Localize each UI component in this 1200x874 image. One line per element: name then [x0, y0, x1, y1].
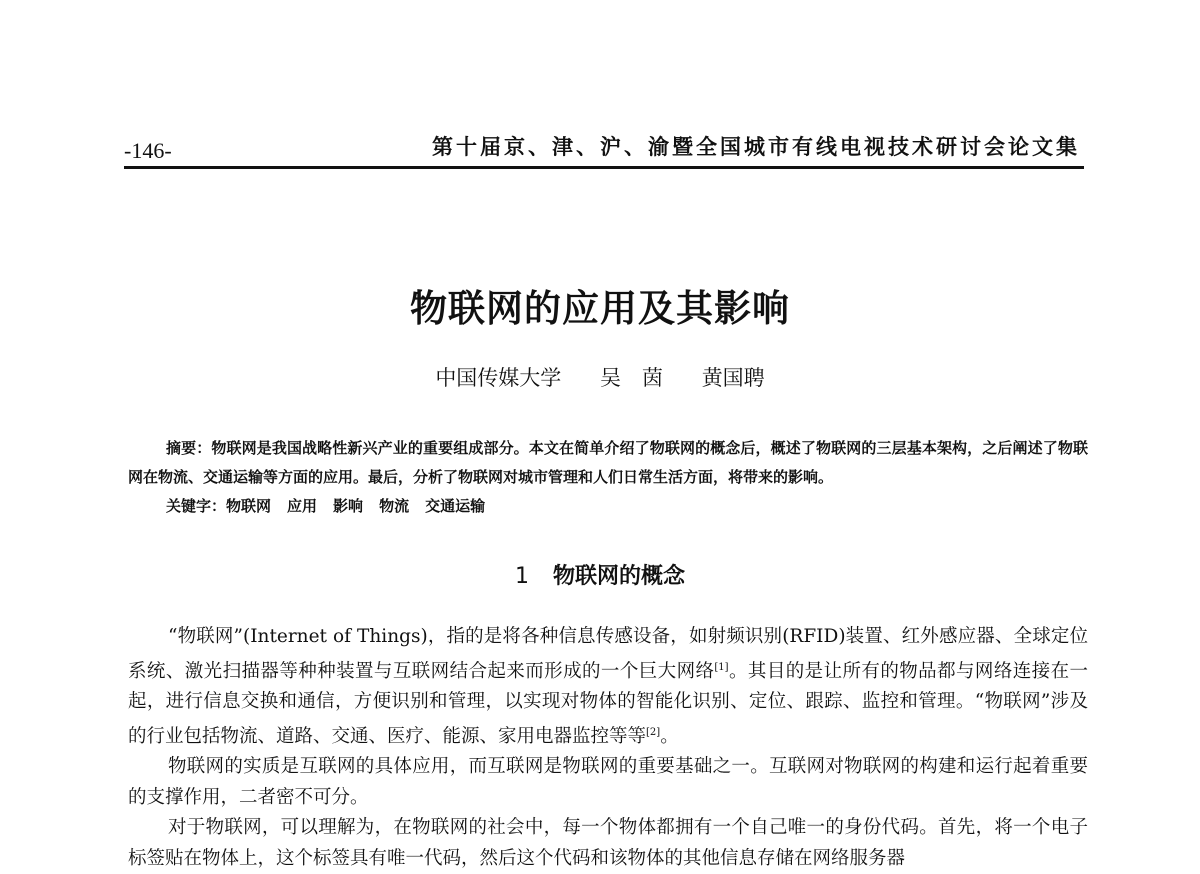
keyword: 交通运输 — [425, 497, 486, 515]
paragraph-text: 。其目的是让所有的物品都与网络连接在一起，进行信息交换和通信，方便识别和管理，以实现对物体的智能化识别、定位、跟踪、监控和管理。“物联网”涉及的行业包括物流、道路、交通、医疗、能源、家用电器监控等等 — [128, 660, 1088, 747]
body-text — [128, 622, 1088, 874]
keyword: 影响 — [333, 497, 364, 515]
paragraph — [128, 622, 1088, 752]
section-title: 物联网的概念 — [552, 564, 685, 589]
keywords-label: 关键字： — [166, 497, 227, 515]
author-line — [0, 362, 1200, 392]
paragraph-text: “物联网”(Internet of Things)，指的是将各种信息传感设备，如射频识别(RFID)装置、红外感应器、全球定位系统、激光扫描器等种种装置与互联网结合起来而形成的一个巨大网络 — [128, 626, 1088, 682]
page-number: -146- — [124, 138, 172, 163]
paragraph: 物联网的实质是互联网的具体应用，而互联网是物联网的重要基础之一。互联网对物联网的构建和运行起着重要的支撑作用，二者密不可分。 — [128, 756, 1088, 808]
abstract — [128, 434, 1088, 492]
paragraph-text: 。 — [660, 725, 679, 747]
section-number: 1 — [514, 564, 529, 589]
affiliation: 中国传媒大学 — [435, 366, 562, 390]
keyword: 物流 — [379, 497, 410, 515]
abstract-label: 摘要： — [166, 439, 212, 457]
author-name: 黄国聘 — [701, 366, 765, 390]
keyword: 物联网 — [226, 497, 272, 515]
keyword: 应用 — [287, 497, 318, 515]
citation: [1] — [714, 661, 729, 673]
author-name: 吴 茵 — [600, 366, 663, 390]
paragraph: 对于物联网，可以理解为，在物联网的社会中，每一个物体都拥有一个自己唯一的身份代码。首先，将一个电子标签贴在物体上，这个标签具有唯一代码，然后这个代码和该物体的其他信息存储在网络服务器 — [128, 817, 1088, 869]
paper-title: 物联网的应用及其影响 — [410, 287, 790, 330]
running-header — [124, 128, 1084, 169]
running-title: 第十届京、津、沪、渝暨全国城市有线电视技术研讨会论文集 — [432, 134, 1080, 159]
section-heading — [0, 559, 1200, 590]
citation: [2] — [646, 726, 661, 738]
abstract-text: 物联网是我国战略性新兴产业的重要组成部分。本文在简单介绍了物联网的概念后，概述了物联网的三层基本架构，之后阐述了物联网在物流、交通运输等方面的应用。最后，分析了物联网对城市管理和人们日常生活方面，将带来的影响。 — [128, 439, 1088, 486]
keywords — [166, 492, 501, 521]
